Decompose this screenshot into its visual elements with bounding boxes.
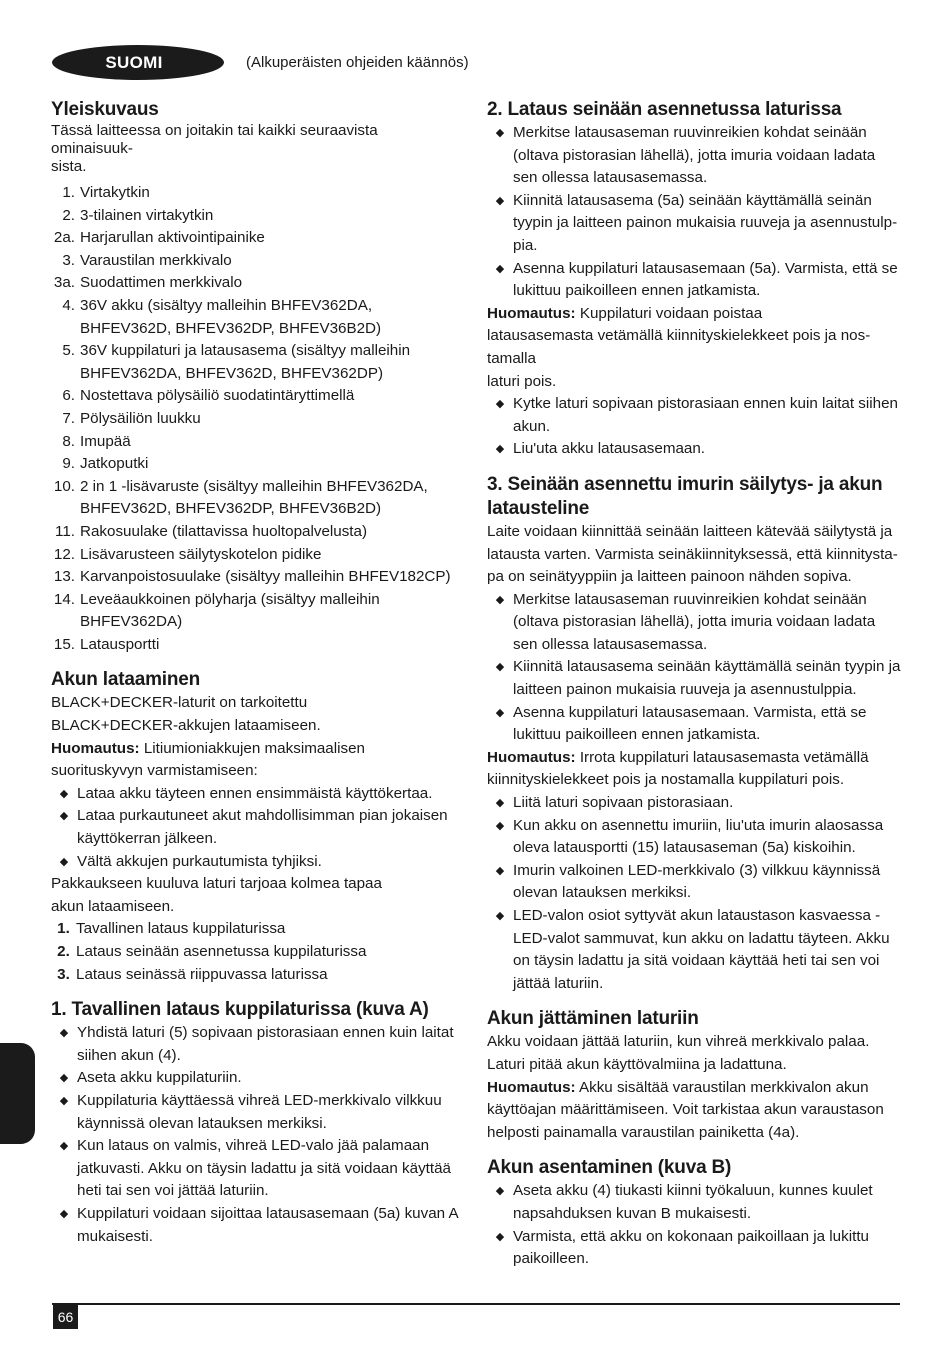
diamond-bullet-icon: ◆ — [495, 262, 505, 275]
diamond-bullet-icon: ◆ — [59, 1140, 69, 1153]
list-item — [51, 566, 461, 589]
list-item — [51, 295, 461, 340]
charging-heading: Akun lataaminen — [51, 669, 201, 691]
section-1-heading: 1. Tavallinen lataus kuppilaturissa (kuva A) — [51, 999, 429, 1021]
left-column — [51, 98, 461, 1248]
bullet-item — [487, 438, 901, 461]
list-item — [51, 250, 461, 273]
item-number: 3. — [57, 965, 70, 983]
item-number: 8. — [62, 432, 75, 450]
bullet-text: Aseta akku (4) tiukasti kiinni työkaluun, kunnes kuulet napsahduksen kuvan B mukaisesti. — [513, 1182, 873, 1222]
bullet-text: Kun lataus on valmis, vihreä LED-valo jää palamaan jatkuvasti. Akku on täysin ladattu ja sitä voidaan käyttää heti tai sen voi jättää laturiin. — [77, 1137, 451, 1200]
battery-install-steps — [487, 1180, 901, 1270]
bullet-item — [51, 851, 461, 874]
note-label: Huomautus: — [487, 1078, 576, 1096]
item-text: 36V kuppilaturi ja latausasema (sisältyy malleihin BHFEV362DA, BHFEV362D, BHFEV362DP) — [80, 342, 411, 382]
leave-in-charger-text: Akku voidaan jättää laturiin, kun vihreä merkkivalo palaa. Laturi pitää akun käyttövalmiina ja ladattuna. — [487, 1033, 870, 1073]
footer-rule — [52, 1303, 900, 1305]
item-text: 36V akku (sisältyy malleihin BHFEV362DA, BHFEV362D, BHFEV362DP, BHFEV36B2D) — [80, 296, 382, 337]
diamond-bullet-icon: ◆ — [495, 593, 505, 606]
bullet-item — [487, 1180, 901, 1225]
overview-heading: Yleiskuvaus — [51, 99, 159, 120]
diamond-bullet-icon: ◆ — [495, 661, 505, 674]
item-number: 5. — [62, 342, 75, 360]
bullet-text: Imurin valkoinen LED-merkkivalo (3) vilkkuu käynnissä olevan latauksen merkiksi. — [513, 861, 881, 902]
section-side-tab — [0, 1043, 35, 1144]
list-item — [51, 476, 461, 521]
bullet-item — [51, 1135, 461, 1203]
diamond-bullet-icon: ◆ — [495, 910, 505, 922]
bullet-text: Kuppilaturi voidaan sijoittaa latausasemaan (5a) kuvan A mukaisesti. — [77, 1204, 458, 1245]
item-text: Lisävarusteen säilytyskotelon pidike — [80, 545, 322, 563]
overview-intro-line-2: sista. — [51, 158, 87, 175]
section-2-note-line-2: latausasemasta vetämällä kiinnityskielekkeet pois ja nos- — [487, 327, 871, 345]
charging-text-2b: akun lataamiseen. — [51, 897, 175, 915]
section-3-steps-b — [487, 792, 901, 995]
bullet-item — [487, 860, 901, 905]
bullet-item — [487, 258, 901, 303]
bullet-text: Liitä laturi sopivaan pistorasiaan. — [513, 794, 734, 812]
bullet-item — [487, 815, 901, 860]
item-number: 2. — [62, 206, 75, 224]
bullet-text: Merkitse latausaseman ruuvinreikien kohdat seinään (oltava pistorasian lähellä), jotta imuria voidaan ladata sen ollessa latausasemassa. — [513, 124, 876, 187]
section-1-steps — [51, 1022, 461, 1248]
section-3-text: Laite voidaan kiinnittää seinään laitteen kätevää säilytystä ja latausta varten. Varmista seinäkiinnityksessä, että kiinnitysta-pa on seinätyyppiin ja laitteen painoon nähden sopiva. — [487, 522, 898, 586]
item-number: 2a. — [53, 229, 75, 247]
item-text: Varaustilan merkkivalo — [80, 251, 232, 269]
bullet-item — [487, 589, 901, 657]
bullet-text: Yhdistä laturi (5) sopivaan pistorasiaan ennen kuin laitat siihen akun (4). — [77, 1024, 454, 1064]
section-3-note — [487, 747, 901, 792]
bullet-text: Kiinnitä latausasema seinään käyttämällä seinän tyypin ja laitteen painon mukaisia ruuveja ja asennustulppia. — [513, 658, 901, 699]
note-label: Huomautus: — [487, 304, 576, 322]
section-3-note-text: Irrota kuppilaturi latausasemasta vetämällä kiinnityskielekkeet pois ja nostamalla kuppilaturi pois. — [487, 748, 869, 789]
diamond-bullet-icon: ◆ — [495, 797, 505, 810]
charging-tips-list — [51, 783, 461, 873]
item-number: 1. — [62, 184, 75, 201]
list-item — [51, 385, 461, 408]
list-item — [51, 521, 461, 544]
bullet-text: Varmista, että akku on kokonaan paikoillaan ja lukittu paikoilleen. — [513, 1227, 869, 1268]
leave-in-charger-heading: Akun jättäminen laturiin — [487, 1008, 699, 1030]
bullet-item — [51, 805, 461, 850]
bullet-text: Vältä akkujen purkautumista tyhjiksi. — [77, 852, 322, 870]
item-number: 6. — [62, 387, 75, 405]
section-2-heading: 2. Lataus seinään asennetussa laturissa — [487, 99, 842, 120]
bullet-text: Aseta akku kuppilaturiin. — [77, 1069, 242, 1087]
item-number: 7. — [62, 409, 75, 427]
diamond-bullet-icon: ◆ — [495, 127, 505, 139]
bullet-item — [487, 122, 901, 190]
list-item — [51, 453, 461, 476]
language-badge — [52, 45, 224, 80]
bullet-text: Asenna kuppilaturi latausasemaan. Varmista, että se lukittuu paikoilleen ennen jatkamista. — [513, 703, 867, 744]
list-item — [51, 272, 461, 295]
bullet-item — [487, 393, 901, 438]
section-2-note-text: Kuppilaturi voidaan poistaa — [575, 304, 763, 322]
item-text: Lataus seinässä riippuvassa laturissa — [76, 965, 328, 983]
overview-intro-line-1: Tässä laitteessa on joitakin tai kaikki seuraavista ominaisuuk- — [51, 122, 378, 157]
features-list — [51, 182, 461, 656]
item-number: 14. — [53, 590, 75, 608]
bullet-item — [51, 1203, 461, 1248]
diamond-bullet-icon: ◆ — [59, 1207, 69, 1220]
diamond-bullet-icon: ◆ — [59, 1072, 69, 1085]
item-text: Jatkoputki — [80, 455, 149, 473]
list-item — [51, 227, 461, 250]
item-text: Virtakytkin — [80, 184, 150, 201]
diamond-bullet-icon: ◆ — [495, 1230, 505, 1243]
bullet-item — [487, 1226, 901, 1271]
bullet-item — [51, 1067, 461, 1090]
bullet-item — [487, 656, 901, 701]
charging-text-1b: BLACK+DECKER-akkujen lataamiseen. — [51, 717, 321, 735]
diamond-bullet-icon: ◆ — [59, 1027, 69, 1040]
item-number: 11. — [55, 522, 75, 540]
bullet-text: Asenna kuppilaturi latausasemaan (5a). Varmista, että se lukittuu paikoilleen ennen jatkamista. — [513, 259, 898, 300]
item-text: Leveäaukkoinen pölyharja (sisältyy malleihin BHFEV362DA) — [80, 590, 380, 631]
language-label: SUOMI — [105, 52, 163, 72]
item-text: 2 in 1 -lisävaruste (sisältyy malleihin BHFEV362DA, BHFEV362D, BHFEV362DP, BHFEV36B2D) — [80, 477, 428, 518]
list-item — [51, 340, 461, 385]
list-item — [51, 205, 461, 228]
bullet-text: Merkitse latausaseman ruuvinreikien kohdat seinään (oltava pistorasian lähellä), jotta imuria voidaan ladata sen ollessa latausasemassa. — [513, 590, 876, 653]
diamond-bullet-icon: ◆ — [59, 1094, 69, 1107]
diamond-bullet-icon: ◆ — [59, 855, 69, 868]
charging-text-2a: Pakkaukseen kuuluva laturi tarjoaa kolmea tapaa — [51, 875, 382, 893]
item-number: 10. — [53, 477, 75, 495]
charging-text-1a: BLACK+DECKER-laturit on tarkoitettu — [51, 694, 308, 712]
section-3-steps — [487, 589, 901, 747]
item-text: Pölysäiliön luukku — [80, 409, 201, 427]
diamond-bullet-icon: ◆ — [59, 787, 69, 800]
item-number: 3. — [62, 251, 75, 269]
item-text: Rakosuulake (tilattavissa huoltopalvelusta) — [80, 522, 368, 540]
list-item — [51, 918, 461, 941]
item-number: 13. — [53, 568, 75, 586]
item-text: Tavallinen lataus kuppilaturissa — [76, 920, 286, 938]
bullet-text: Kuppilaturia käyttäessä vihreä LED-merkkivalo vilkkuu käynnissä olevan latauksen merkiksi. — [77, 1091, 442, 1132]
item-number: 2. — [57, 943, 70, 960]
note-label: Huomautus: — [487, 748, 576, 766]
diamond-bullet-icon: ◆ — [495, 819, 505, 832]
list-item — [51, 544, 461, 567]
section-2-note-line-1 — [487, 303, 901, 326]
list-item — [51, 589, 461, 634]
bullet-text: Liu'uta akku latausasemaan. — [513, 440, 706, 458]
list-item — [51, 408, 461, 431]
bullet-item — [487, 190, 901, 258]
item-text: Harjarullan aktivointipainike — [80, 229, 265, 247]
item-number: 1. — [57, 920, 70, 938]
charging-methods-list — [51, 918, 461, 986]
list-item — [51, 964, 461, 987]
battery-install-heading: Akun asentaminen (kuva B) — [487, 1157, 732, 1179]
item-text: Nostettava pölysäiliö suodatintäryttimellä — [80, 387, 355, 405]
item-number: 9. — [62, 455, 75, 473]
list-item — [51, 182, 461, 205]
bullet-text: Kiinnitä latausasema (5a) seinään käyttämällä seinän tyypin ja laitteen painon mukaisia ruuveja ja asennustulp-pia. — [513, 191, 898, 254]
bullet-item — [487, 792, 901, 815]
list-item — [51, 431, 461, 454]
leave-in-charger-note — [487, 1077, 901, 1145]
charging-note — [51, 738, 461, 783]
diamond-bullet-icon: ◆ — [495, 1185, 505, 1198]
translation-note: (Alkuperäisten ohjeiden käännös) — [246, 54, 469, 71]
bullet-item — [487, 702, 901, 747]
diamond-bullet-icon: ◆ — [59, 810, 69, 823]
page-number: 66 — [53, 1305, 78, 1329]
section-2-note-line-4: laturi pois. — [487, 372, 557, 390]
section-2-note-line-3: tamalla — [487, 349, 536, 367]
bullet-item — [51, 1090, 461, 1135]
diamond-bullet-icon: ◆ — [495, 443, 505, 456]
charging-note-text: Litiumioniakkujen maksimaalisen suorituskyvyn varmistamiseen: — [51, 739, 365, 780]
item-text: Imupää — [80, 432, 131, 450]
diamond-bullet-icon: ◆ — [495, 864, 505, 877]
item-text: Lataus seinään asennetussa kuppilaturissa — [76, 943, 367, 960]
item-text: 3-tilainen virtakytkin — [80, 206, 214, 224]
section-3-heading: 3. Seinään asennettu imurin säilytys- ja akun latausteline — [487, 473, 883, 519]
leave-in-charger-note-text: Akku sisältää varaustilan merkkivalon akun käyttöajan määrittämiseen. Voit tarkistaa akun varaustason helposti painamalla varaustilan painiketta (4a). — [487, 1078, 884, 1141]
item-text: Karvanpoistosuulake (sisältyy malleihin BHFEV182CP) — [80, 568, 451, 586]
item-number: 12. — [53, 545, 75, 563]
diamond-bullet-icon: ◆ — [495, 706, 505, 719]
item-text: Suodattimen merkkivalo — [80, 274, 243, 292]
item-number: 4. — [62, 296, 75, 314]
item-text: Latausportti — [80, 635, 160, 653]
bullet-text: Kytke laturi sopivaan pistorasiaan ennen kuin laitat siihen akun. — [513, 395, 898, 435]
bullet-text: Lataa purkautuneet akut mahdollisimman pian jokaisen käyttökerran jälkeen. — [77, 807, 448, 848]
right-column — [487, 98, 901, 1271]
diamond-bullet-icon: ◆ — [495, 398, 505, 411]
section-2-steps — [487, 122, 901, 303]
bullet-text: Lataa akku täyteen ennen ensimmäistä käyttökertaa. — [77, 784, 433, 802]
item-number: 3a. — [53, 274, 75, 292]
item-number: 15. — [53, 635, 75, 653]
section-2-steps-b — [487, 393, 901, 461]
diamond-bullet-icon: ◆ — [495, 194, 505, 207]
note-label: Huomautus: — [51, 739, 140, 757]
list-item — [51, 941, 461, 964]
list-item — [51, 634, 461, 657]
bullet-text: Kun akku on asennettu imuriin, liu'uta imurin alaosassa oleva latausportti (15) latausaseman (5a) kiskoihin. — [513, 816, 884, 857]
bullet-item — [51, 1022, 461, 1067]
bullet-item — [51, 783, 461, 806]
bullet-item — [487, 905, 901, 995]
bullet-text: LED-valon osiot syttyvät akun lataustason kasvaessa - LED-valot sammuvat, kun akku on ladattu täyteen. Akku on täysin ladattu ja sitä voidaan käyttää heti tai sen voi jättää laturiin. — [513, 907, 890, 992]
